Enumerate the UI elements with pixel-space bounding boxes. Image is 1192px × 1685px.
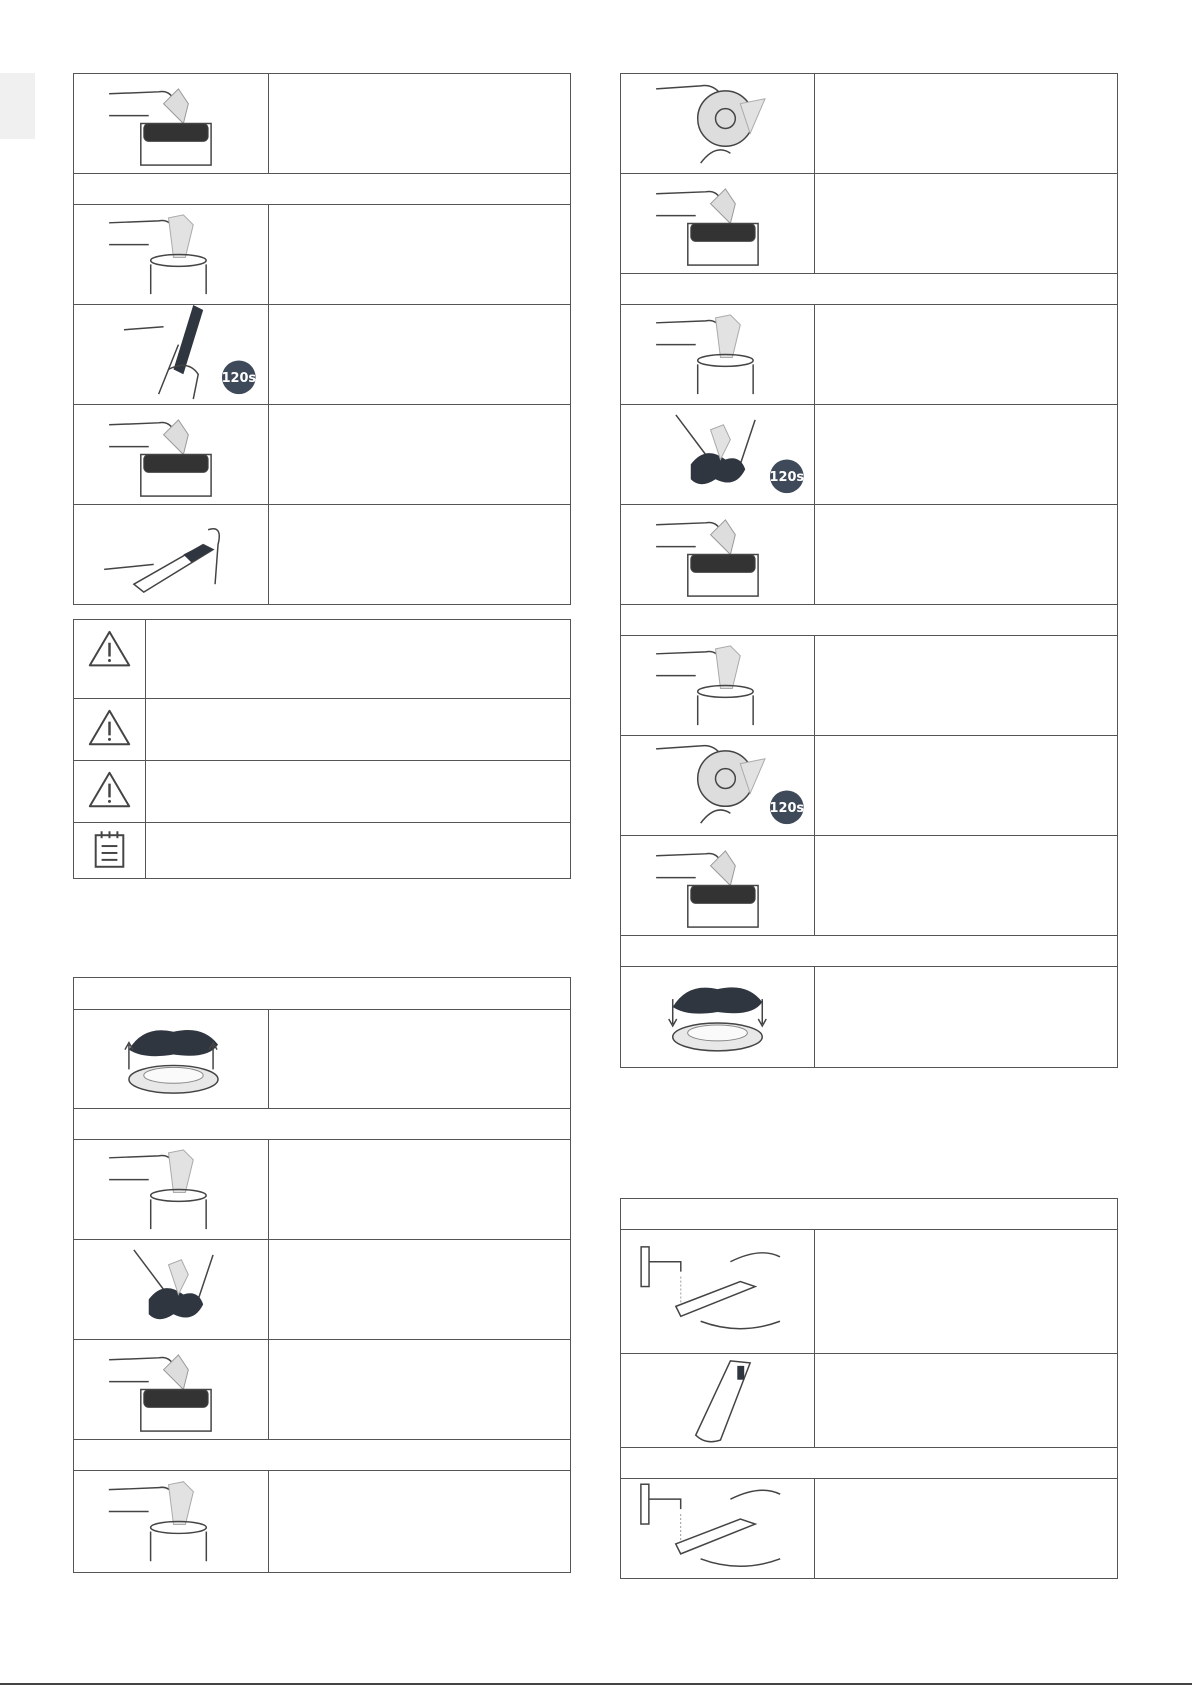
wipe-dispose-bin-icon <box>109 1355 211 1431</box>
step-text-cell <box>269 305 570 404</box>
wipe-cushion-icon <box>134 1250 213 1319</box>
step-row <box>621 174 1117 274</box>
step-text-cell <box>269 1340 570 1439</box>
step-text-cell <box>815 505 1117 604</box>
step-row <box>621 1479 1117 1578</box>
wipe-dispose-bin-icon <box>656 189 758 265</box>
step-row <box>74 205 570 305</box>
step-illustration <box>621 74 815 173</box>
step-illustration <box>74 205 269 304</box>
step-row <box>621 505 1117 605</box>
step-illustration <box>621 836 815 935</box>
step-illustration <box>74 1471 269 1572</box>
instruction-table-3 <box>620 73 1118 1068</box>
step-illustration <box>74 505 269 604</box>
note-icon-cell <box>74 823 146 878</box>
wipe-handle-icon <box>124 305 203 399</box>
step-illustration <box>74 74 269 173</box>
step-row <box>621 636 1117 736</box>
wipe-canister-icon <box>109 215 206 294</box>
warning-icon-cell <box>74 620 146 698</box>
instruction-table-2 <box>73 977 571 1573</box>
step-text-cell <box>815 74 1117 173</box>
step-row <box>74 505 570 604</box>
step-row <box>74 1471 570 1572</box>
step-row <box>74 405 570 505</box>
step-text-cell <box>815 736 1117 835</box>
step-text-cell <box>269 1240 570 1339</box>
step-illustration <box>74 1240 269 1339</box>
rinse-tap-icon <box>641 1484 780 1566</box>
wipe-headset-icon <box>656 746 765 824</box>
cushion-remove-icon <box>129 1030 218 1093</box>
step-illustration <box>621 174 815 273</box>
warning-icon-cell <box>74 761 146 822</box>
warning-icon <box>90 773 129 806</box>
step-row <box>74 74 570 174</box>
step-text-cell <box>269 1010 570 1108</box>
step-text-cell <box>269 205 570 304</box>
warning-row <box>74 620 570 699</box>
warning-row <box>74 699 570 761</box>
step-text-cell <box>815 305 1117 404</box>
warning-row <box>74 761 570 823</box>
step-row <box>621 836 1117 936</box>
section-header-row <box>621 605 1117 636</box>
step-illustration <box>621 736 815 835</box>
note-text-cell <box>146 823 570 878</box>
timer-icon <box>222 360 257 394</box>
cushion-attach-icon <box>673 987 763 1050</box>
page-tab-marker <box>0 73 35 139</box>
step-illustration <box>74 1140 269 1239</box>
section-header-row <box>621 936 1117 967</box>
step-illustration <box>621 505 815 604</box>
section-header-row <box>621 274 1117 305</box>
step-text-cell <box>815 1354 1117 1447</box>
step-text-cell <box>269 1140 570 1239</box>
step-illustration <box>621 1479 815 1578</box>
step-row <box>621 967 1117 1067</box>
step-row <box>621 736 1117 836</box>
warning-icon <box>90 632 129 666</box>
part-icon <box>696 1361 750 1442</box>
note-icon <box>96 831 124 867</box>
step-row <box>74 1010 570 1109</box>
step-text-cell <box>269 74 570 173</box>
wipe-canister-icon <box>109 1150 206 1229</box>
step-illustration <box>74 305 269 404</box>
wipe-canister-icon <box>109 1482 206 1562</box>
step-text-cell <box>815 1230 1117 1353</box>
notice-table <box>73 619 571 879</box>
wipe-dispose-bin-icon <box>109 420 211 496</box>
step-illustration <box>621 305 815 404</box>
step-row <box>621 1230 1117 1354</box>
step-text-cell <box>815 405 1117 504</box>
note-row <box>74 823 570 878</box>
section-header-row <box>74 978 570 1010</box>
step-text-cell <box>815 967 1117 1067</box>
step-row <box>621 405 1117 505</box>
step-text-cell <box>269 405 570 504</box>
wipe-cushion-icon <box>676 415 755 484</box>
step-text-cell <box>815 174 1117 273</box>
step-row <box>621 74 1117 174</box>
instruction-table-4 <box>620 1198 1118 1579</box>
timer-icon <box>770 459 805 493</box>
section-header-row <box>74 1440 570 1471</box>
wipe-dispose-bin-icon <box>656 520 758 596</box>
warning-text-cell <box>146 620 570 698</box>
step-row <box>74 1240 570 1340</box>
section-header-row <box>621 1199 1117 1230</box>
step-illustration <box>74 1340 269 1439</box>
step-text-cell <box>269 1471 570 1572</box>
timer-icon <box>770 790 805 824</box>
step-text-cell <box>815 836 1117 935</box>
section-header-row <box>74 1109 570 1140</box>
rinse-tap-icon <box>641 1247 780 1329</box>
wipe-dispose-bin-icon <box>109 89 211 165</box>
step-text-cell <box>815 636 1117 735</box>
step-row <box>621 1354 1117 1448</box>
warning-text-cell <box>146 761 570 822</box>
step-text-cell <box>815 1479 1117 1578</box>
wipe-headset-icon <box>656 86 765 164</box>
step-illustration <box>621 1354 815 1447</box>
step-illustration <box>621 967 815 1067</box>
warning-text-cell <box>146 699 570 760</box>
wipe-canister-icon <box>656 315 753 394</box>
step-text-cell <box>269 505 570 604</box>
warning-icon <box>90 711 129 744</box>
step-illustration <box>74 1010 269 1108</box>
wipe-dispose-bin-icon <box>656 851 758 927</box>
step-illustration <box>74 405 269 504</box>
warning-icon-cell <box>74 699 146 760</box>
step-illustration <box>621 636 815 735</box>
step-row <box>74 305 570 405</box>
section-header-row <box>621 1448 1117 1479</box>
step-illustration <box>621 405 815 504</box>
step-row <box>621 305 1117 405</box>
step-illustration <box>621 1230 815 1353</box>
step-row <box>74 1340 570 1440</box>
instruction-table-1 <box>73 73 571 605</box>
wipe-handle-icon <box>104 529 219 592</box>
wipe-canister-icon <box>656 646 753 725</box>
section-header-row <box>74 174 570 205</box>
step-row <box>74 1140 570 1240</box>
